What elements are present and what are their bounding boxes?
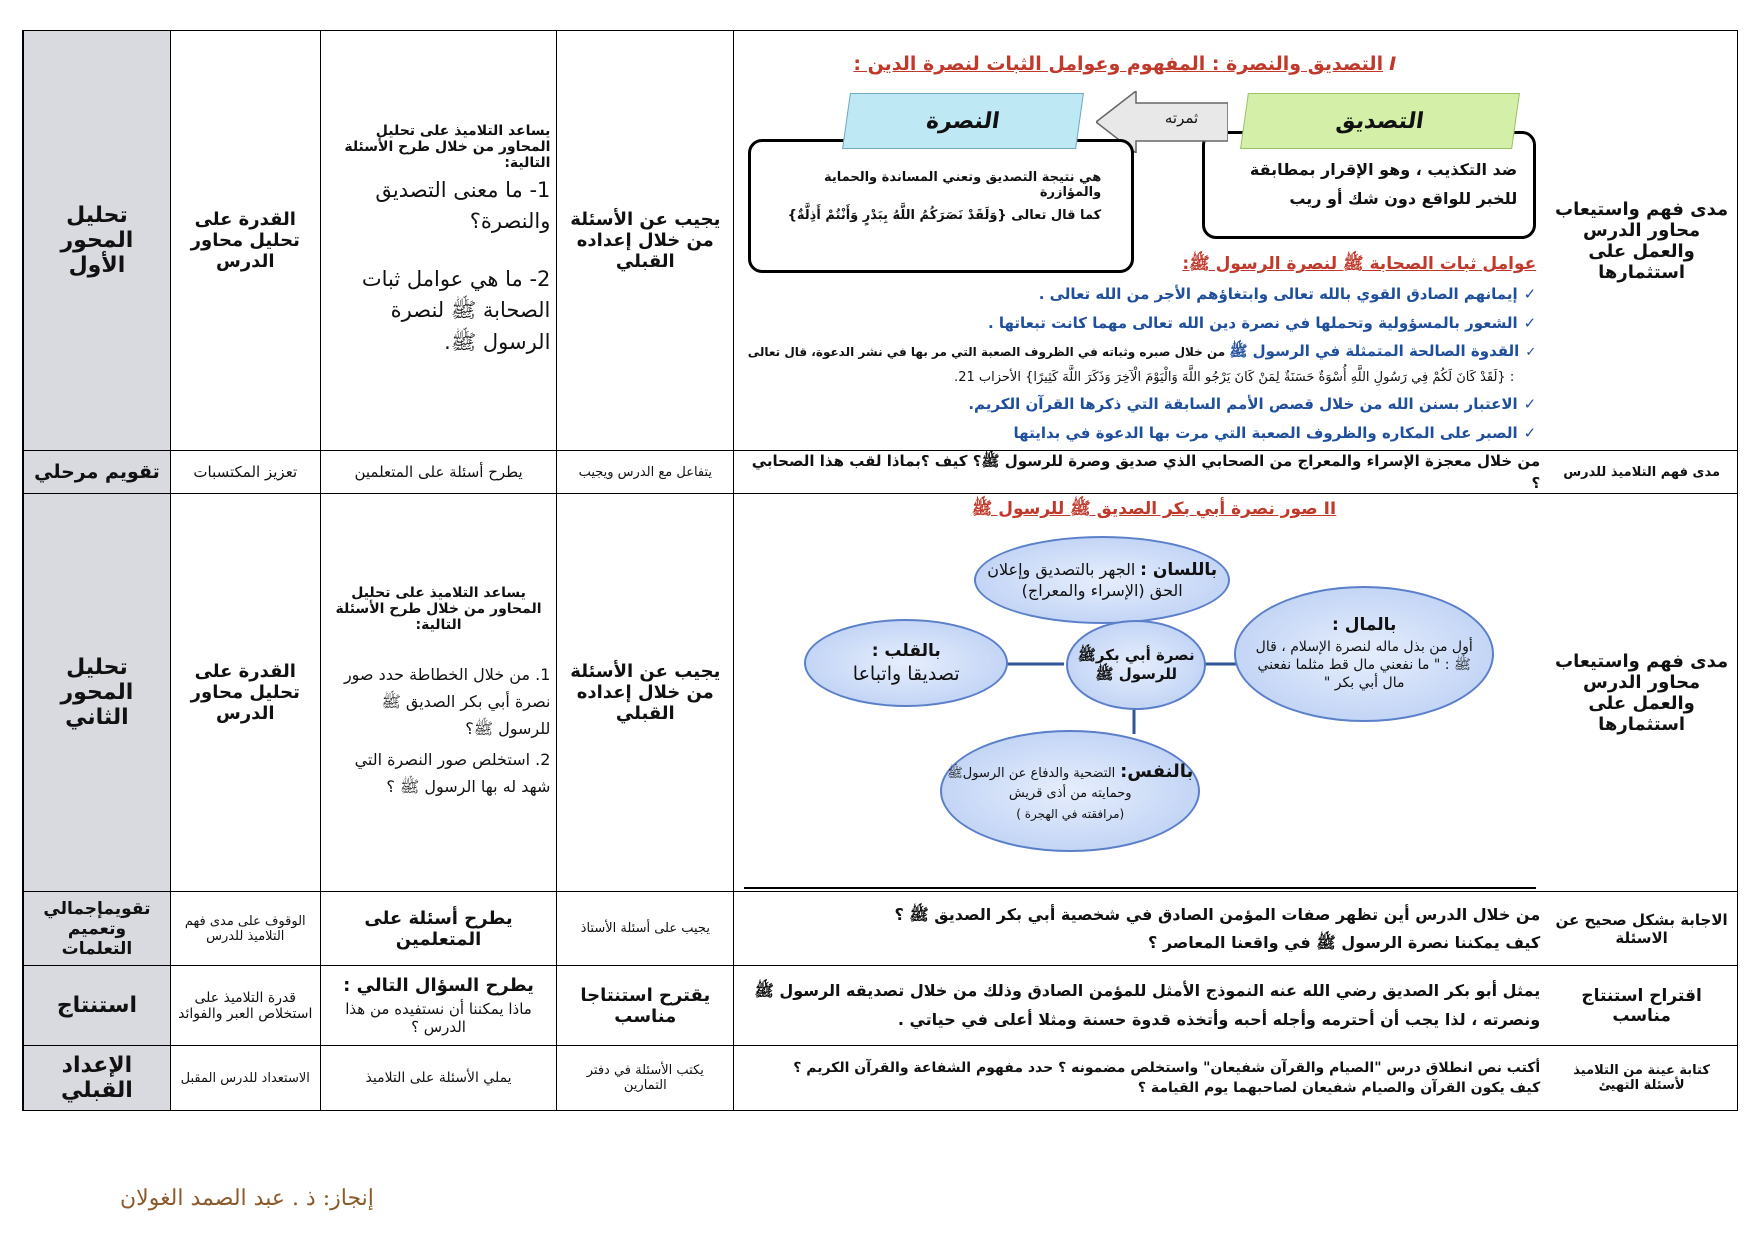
row-interim-evaluation [22,450,1738,493]
skill-cell: القدرة على تحليل محاور الدرس [170,494,320,891]
factor-item: ✓القدوة الصالحة المتمثلة في الرسول ﷺ من خلال صبره وثباته في الظروف الصعبة التي مر بها في نشر الدعوة، قال تعالى [747,342,1537,360]
content-cell [733,31,1546,450]
mindmap-money: بالمال : أول من بذل ماله لنصرة الإسلام ، قال ﷺ : " ما نفعني مال قط مثلما نفعني مال أبي بكر " [1234,586,1494,722]
content-cell: من خلال معجزة الإسراء والمعراج من الصحابي الذي صديق وصرة للرسول ﷺ؟ كيف ؟بماذا لقب هذا الصحابي ؟ [733,451,1546,493]
content-cell: أكتب نص انطلاق درس "الصيام والقرآن شفيعان" واستخلص مضمونه ؟ حدد مفهوم الشفاعة والقرآن الكريم ؟ كيف يكون القرآن والصيام شفيعان لصاحبهما يوم القيامة ؟ [733,1046,1546,1110]
row-summative-evaluation [22,891,1738,965]
stage-cell: تحليل المحور الأول [23,31,170,450]
tasdiq-banner: التصديق [1240,93,1520,149]
skill-cell: تعزيز المكتسبات [170,451,320,493]
learner-cell: يقترح استنتاجا مناسب [556,966,733,1045]
row-conclusion [22,965,1738,1045]
stage-cell: تقويمإجمالي وتعميم التعلمات [23,892,170,965]
teacher-cell: يطرح السؤال التالي : ماذا يمكننا أن نستفيده من هذا الدرس ؟ [320,966,557,1045]
mindmap-heart: بالقلب : تصديقا واتباعا [804,619,1008,707]
teacher-cell: يطرح أسئلة على المتعلمين [320,892,557,965]
row-preparation [22,1045,1738,1111]
content-cell: من خلال الدرس أين تظهر صفات المؤمن الصادق في شخصية أبي بكر الصديق ﷺ ؟ كيف يمكننا نصرة الرسول ﷺ في واقعنا المعاصر ؟ [733,892,1546,965]
evaluation-cell: الاجابة بشكل صحيح عن الاسئلة [1555,910,1728,947]
stage-cell: تحليل المحور الثاني [23,494,170,891]
teacher-cell: يطرح أسئلة على المتعلمين [320,451,557,493]
tasdiq-definition-box: ضد التكذيب ، وهو الإقرار بمطابقة للخبر للواقع دون شك أو ريب [1202,131,1536,239]
content-cell [733,494,1546,891]
check-icon: ✓ [1523,423,1537,442]
evaluation-cell: مدى فهم واستيعاب محاور الدرس والعمل على استثمارها [1555,198,1729,283]
row-axis-one [22,30,1738,450]
section-title: II صور نصرة أبي بكر الصديق ﷺ للرسول ﷺ [971,499,1337,519]
author-signature: إنجاز: ذ . عبد الصمد الغولان [120,1186,374,1211]
stage-cell: استنتاج [23,966,170,1045]
learner-cell: يجيب عن الأسئلة من خلال إعداده القبلي [556,494,733,891]
check-icon: ✓ [1523,285,1537,303]
factor-item: ✓الصبر على المكاره والظروف الصعبة التي مرت بها الدعوة في بدايتها [1013,423,1537,442]
skill-cell: القدرة على تحليل محاور الدرس [170,31,320,450]
content-cell: يمثل أبو بكر الصديق رضي الله عنه النموذج الأمثل للمؤمن الصادق وذلك من خلال تصديقه الرسول ﷺ ونصرته ، لذا يجب أن أحترمه وأجله أحبه وأتخذه قدوة حسنة ومثلا أعلى في حياتي . [733,966,1546,1045]
learner-cell: يجيب عن الأسئلة من خلال إعداده القبلي [556,31,733,450]
stage-cell: الإعداد القبلي [23,1046,170,1110]
mindmap-tongue: باللسان : الجهر بالتصديق وإعلان الحق (الإسراء والمعراج) [974,536,1230,624]
teacher-cell: يملي الأسئلة على التلاميذ [320,1046,557,1110]
arrow-shape: ثمرته [1096,91,1228,153]
evaluation-cell: مدى فهم التلاميذ للدرس [1563,464,1721,480]
learner-cell: يتفاعل مع الدرس ويجيب [556,451,733,493]
evaluation-cell: اقتراح استنتاج مناسب [1581,985,1702,1026]
nusra-banner: النصرة [842,93,1084,149]
factor-item: ✓الشعور بالمسؤولية وتحملها في نصرة دين الله تعالى مهما كانت تبعاتها . [987,313,1537,332]
mindmap-self: بالنفس: التضحية والدفاع عن الرسولﷺ وحمايته من أذى قريش (مرافقته في الهجرة ) [940,730,1200,852]
mindmap-center: نصرة أبي بكرﷺ للرسول ﷺ [1066,620,1206,710]
stage-cell: تقويم مرحلي [23,451,170,493]
check-icon: ✓ [1525,345,1537,360]
factor-verse: : {لَقَدْ كَانَ لَكُمْ فِي رَسُولِ اللَّهِ أُسْوَةٌ حَسَنَةٌ لِمَنْ كَانَ يَرْجُو اللَّهَ وَالْيَوْمَ الْآخِرَ وَذَكَرَ اللَّهَ كَثِيرًا} الأحزاب 21. [954,369,1515,385]
check-icon: ✓ [1523,395,1537,414]
row-axis-two [22,493,1738,891]
divider-line [744,887,1536,889]
lesson-plan-table [22,30,1738,1175]
evaluation-cell: كتابة عينة من التلاميذ لأسئلة التهيئ [1573,1063,1710,1093]
evaluation-cell: مدى فهم واستيعاب محاور الدرس والعمل على استثمارها [1555,650,1729,735]
factors-section: عوامل ثبات الصحابة ﷺ لنصرة الرسول ﷺ: ✓إيمانهم الصادق القوي بالله تعالى وابتغاؤهم الأجر من الله تعالى . ✓الشعور بالمسؤولية وتحملها في نصرة دين الله تعالى مهما كانت تبعاتها . ✓القدوة الصالحة المتمثلة في الرسول ﷺ من خلال صبره وثباته في الظروف الصعبة التي مر بها في نشر الدعوة، قال تعالى : {لَقَدْ كَانَ لَكُمْ فِي رَسُولِ اللَّهِ أُسْوَةٌ حَسَنَةٌ لِمَنْ كَانَ يَرْجُو اللَّهَ وَالْيَوْمَ الْآخِرَ وَذَكَرَ اللَّهَ كَثِيرًا} الأحزاب 21. ✓الاعتبار بسنن الله من خلال قصص الأمم السابقة التي ذكرها القرآن الكريم. ✓الصبر على المكاره والظروف الصعبة التي مرت بها الدعوة في بدايتها [746,253,1536,447]
teacher-cell: يساعد التلاميذ على تحليل المحاور من خلال طرح الأسئلة التالية: 1- ما معنى التصديق والنصرة؟ 2- ما هي عوامل ثبات الصحابة ﷺ لنصرة الرسول ﷺ. [320,31,557,450]
factor-item: ✓إيمانهم الصادق القوي بالله تعالى وابتغاؤهم الأجر من الله تعالى . [1038,285,1537,303]
skill-cell: الوقوف على مدى فهم التلاميذ للدرس [170,892,320,965]
factor-item: ✓الاعتبار بسنن الله من خلال قصص الأمم السابقة التي ذكرها القرآن الكريم. [968,395,1537,414]
skill-cell: الاستعداد للدرس المقبل [170,1046,320,1110]
section-title: I التصديق والنصرة : المفهوم وعوامل الثبات لنصرة الدين : [853,53,1397,75]
learner-cell: يكتب الأسئلة في دفتر التمارين [556,1046,733,1110]
learner-cell: يجيب على أسئلة الأستاذ [556,892,733,965]
skill-cell: قدرة التلاميذ على استخلاص العبر والفوائد [170,966,320,1045]
check-icon: ✓ [1523,313,1537,332]
nusra-definition-box: هي نتيجة التصديق وتعني المساندة والحماية والمؤازرة كما قال تعالى {وَلَقَدْ نَصَرَكُمُ اللَّهُ بِبَدْرٍ وَأَنْتُمْ أَذِلَّةٌ} [748,139,1134,273]
teacher-cell: يساعد التلاميذ على تحليل المحاور من خلال طرح الأسئلة التالية: 1. من خلال الخطاطة حدد صور نصرة أبي بكر الصديق ﷺ للرسول ﷺ؟ 2. استخلص صور النصرة التي شهد له بها الرسول ﷺ ؟ [320,494,557,891]
